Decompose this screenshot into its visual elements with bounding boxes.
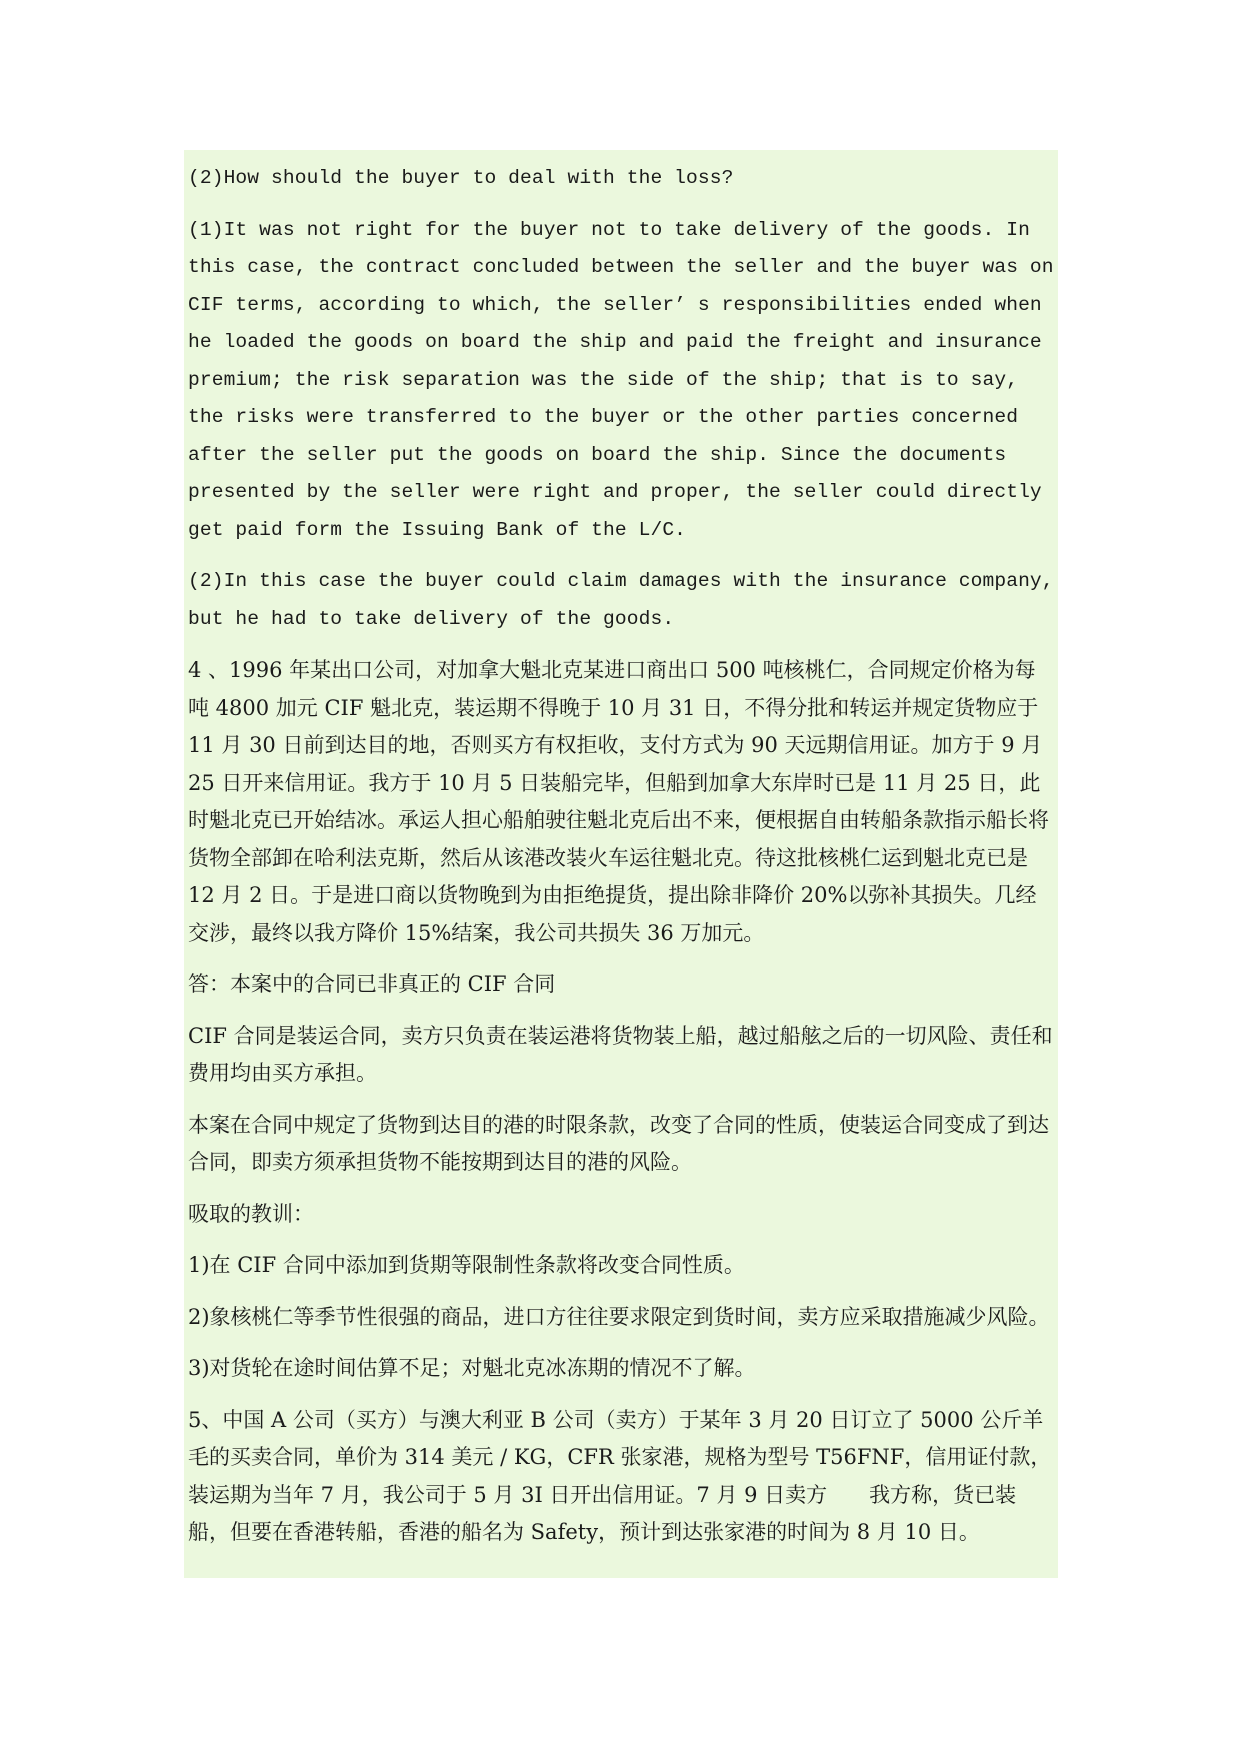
answer-paragraph-2: (2)In this case the buyer could claim damages with the insurance company, but he had to take delivery of the goods. (188, 570, 1054, 630)
question-paragraph: (2)How should the buyer to deal with the loss? (188, 167, 734, 189)
lesson-3: 3)对货轮在途时间估算不足；对魁北克冰冻期的情况不了解。 (188, 1356, 756, 1380)
lesson-1: 1)在 CIF 合同中添加到货期等限制性条款将改变合同性质。 (188, 1253, 745, 1277)
cif-explanation: CIF 合同是装运合同，卖方只负责在装运港将货物装上船，越过船舷之后的一切风险、责任和费用均由买方承担。 (188, 1023, 1053, 1085)
answer-paragraph-1: (1)It was not right for the buyer not to take delivery of the goods. In this case, the contract concluded between the seller and the buyer was on CIF terms, according to which, the seller’ s responsibilities ended when he loaded the goods on board the ship and paid the freight and insurance premium; the risk separation was the side of the ship; that is to say, the risks were transferred to the buyer or the other parties concerned after the seller put the goods on board the ship. Since the documents presented by the seller were right and proper, the seller could directly get paid form the Issuing Bank of the L/C. (188, 218, 1054, 541)
case-4-paragraph: 4 、1996 年某出口公司，对加拿大魁北克某进口商出口 500 吨核桃仁，合同规定价格为每吨 4800 加元 CIF 魁北克，装运期不得晚于 10 月 31 日，不得分批和转运并规定货物应于 11 月 30 日前到达目的地，否则买方有权拒收，支付方式为 90 天远期信用证。加方于 9 月 25 日开来信用证。我方于 10 月 5 日装船完毕，但船到加拿大东岸时已是 11 月 25 日，此时魁北克已开始结冰。承运人担心船舶驶往魁北克后出不来，便根据自由转船条款指示船长将货物全部卸在哈利法克斯，然后从该港改装火车运往魁北克。待这批核桃仁运到魁北克已是 12 月 2 日。于是进口商以货物晚到为由拒绝提货，提出除非降价 20%以弥补其损失。几经交涉，最终以我方降价 15%结案，我公司共损失 36 万加元。 (188, 658, 1049, 945)
case-4-answer: 答：本案中的合同已非真正的 CIF 合同 (188, 972, 556, 996)
lesson-2: 2)象核桃仁等季节性很强的商品，进口方往往要求限定到货时间，卖方应采取措施减少风险。 (188, 1304, 1050, 1329)
highlighted-text-block (184, 150, 1058, 1578)
case-5-paragraph: 5、中国 A 公司（买方）与澳大利亚 B 公司（卖方）于某年 3 月 20 日订立了 5000 公斤羊毛的买卖合同，单价为 314 美元 / KG，CFR 张家港，规格为型号 T56FNF，信用证付款，装运期为当年 7 月，我公司于 5 月 3I 日开出信用证。7 月 9 日卖方 我方称，货已装船，但要在香港转船，香港的船名为 Safety，预计到达张家港的时间为 8 月 10 日。 (188, 1407, 1052, 1544)
lessons-heading: 吸取的教训： (188, 1201, 314, 1226)
case-analysis: 本案在合同中规定了货物到达目的港的时限条款，改变了合同的性质，使装运合同变成了到达合同，即卖方须承担货物不能按期到达目的港的风险。 (188, 1112, 1049, 1174)
